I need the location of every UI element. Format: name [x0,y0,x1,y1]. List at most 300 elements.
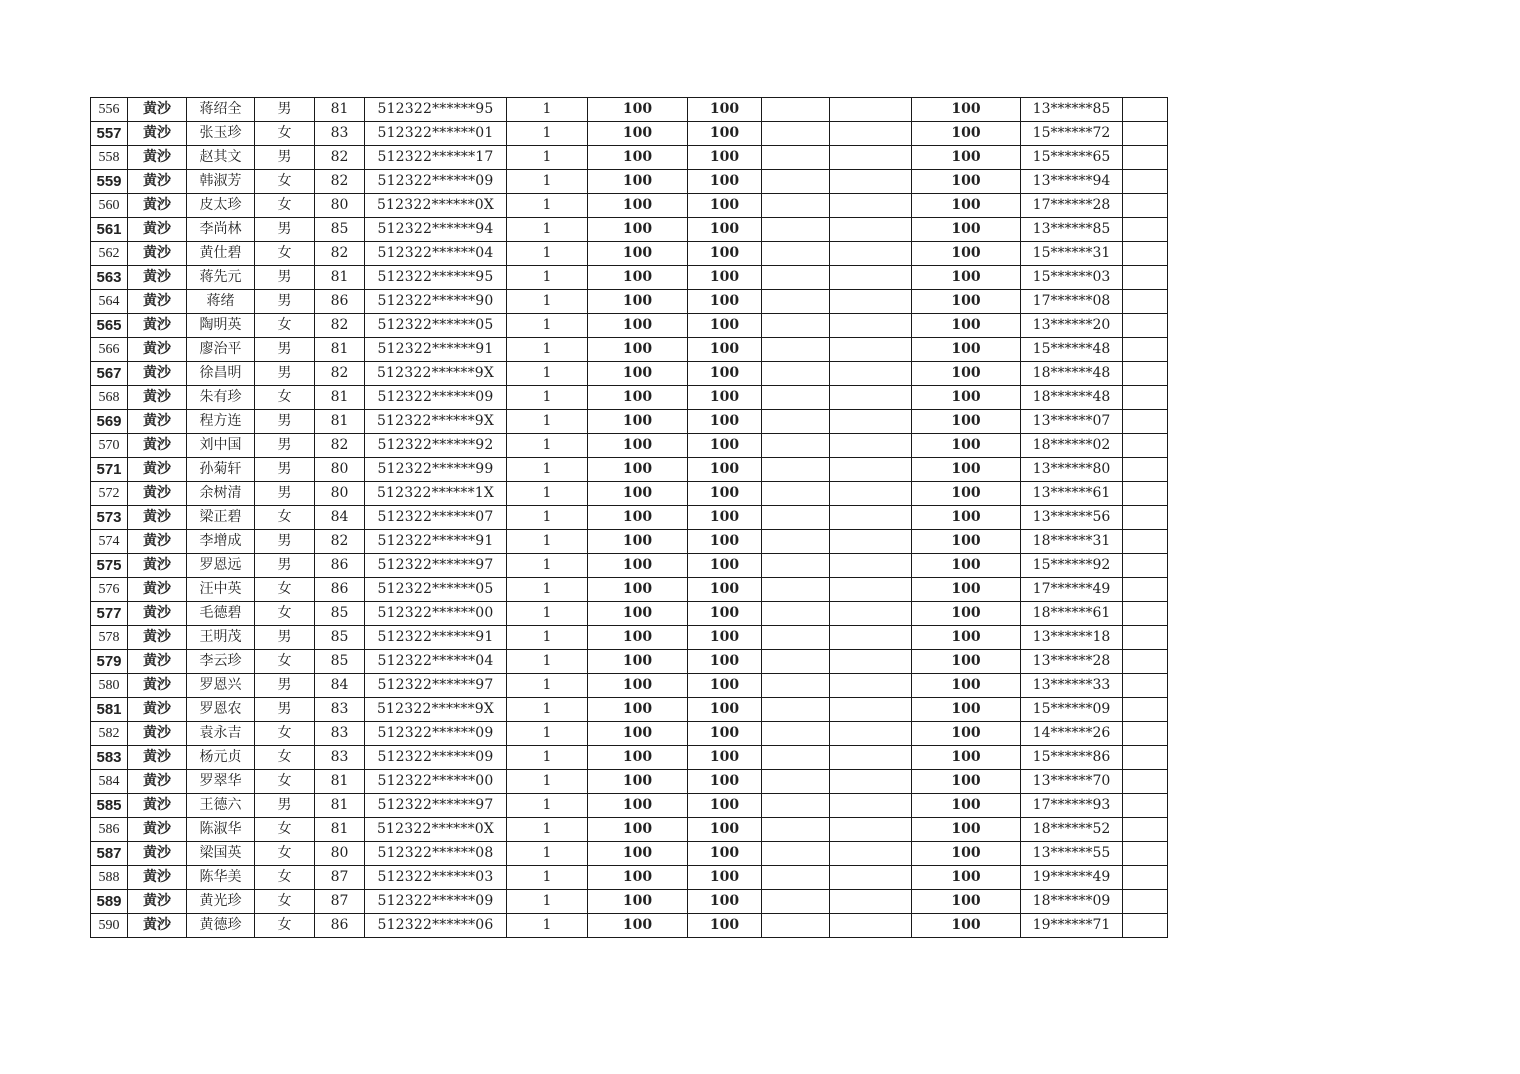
cell-amount-1: 100 [588,122,688,146]
cell-count: 1 [507,314,588,338]
cell-count: 1 [507,770,588,794]
cell-count: 1 [507,338,588,362]
cell-age: 80 [315,842,365,866]
cell-amount-2: 100 [688,242,762,266]
cell-amount-1: 100 [588,674,688,698]
cell-amount-1: 100 [588,698,688,722]
cell-blank-2 [830,434,912,458]
cell-amount-1: 100 [588,218,688,242]
cell-note [1123,194,1168,218]
cell-note [1123,674,1168,698]
cell-number: 584 [91,770,128,794]
cell-count: 1 [507,410,588,434]
cell-total: 100 [912,458,1021,482]
cell-number: 579 [91,650,128,674]
cell-amount-1: 100 [588,818,688,842]
cell-total: 100 [912,146,1021,170]
cell-number: 569 [91,410,128,434]
cell-id-number: 512322******06 [365,914,507,938]
cell-age: 80 [315,482,365,506]
cell-id-number: 512322******05 [365,314,507,338]
cell-amount-2: 100 [688,818,762,842]
table-row [91,218,1168,242]
cell-sex: 男 [255,674,315,698]
cell-blank-1 [762,386,830,410]
cell-blank-2 [830,722,912,746]
cell-phone: 18******48 [1021,362,1123,386]
cell-note [1123,722,1168,746]
table-row [91,578,1168,602]
cell-total: 100 [912,266,1021,290]
table-row [91,674,1168,698]
cell-number: 590 [91,914,128,938]
cell-name: 黄光珍 [187,890,255,914]
cell-blank-1 [762,530,830,554]
cell-age: 82 [315,242,365,266]
cell-amount-1: 100 [588,266,688,290]
cell-count: 1 [507,794,588,818]
cell-total: 100 [912,410,1021,434]
cell-village: 黄沙 [128,386,187,410]
cell-village: 黄沙 [128,914,187,938]
table-row [91,386,1168,410]
cell-name: 梁国英 [187,842,255,866]
cell-total: 100 [912,122,1021,146]
cell-note [1123,122,1168,146]
cell-village: 黄沙 [128,890,187,914]
cell-age: 84 [315,506,365,530]
cell-amount-2: 100 [688,770,762,794]
cell-number: 582 [91,722,128,746]
cell-count: 1 [507,146,588,170]
cell-total: 100 [912,746,1021,770]
cell-number: 578 [91,626,128,650]
cell-amount-2: 100 [688,194,762,218]
cell-village: 黄沙 [128,650,187,674]
cell-name: 罗翠华 [187,770,255,794]
cell-count: 1 [507,530,588,554]
cell-total: 100 [912,362,1021,386]
cell-name: 韩淑芳 [187,170,255,194]
cell-amount-2: 100 [688,650,762,674]
cell-village: 黄沙 [128,194,187,218]
cell-count: 1 [507,434,588,458]
cell-amount-2: 100 [688,146,762,170]
cell-phone: 18******31 [1021,530,1123,554]
table-row [91,818,1168,842]
cell-note [1123,314,1168,338]
cell-count: 1 [507,866,588,890]
cell-name: 毛德碧 [187,602,255,626]
cell-number: 565 [91,314,128,338]
cell-total: 100 [912,578,1021,602]
cell-number: 580 [91,674,128,698]
cell-count: 1 [507,194,588,218]
cell-number: 566 [91,338,128,362]
cell-total: 100 [912,698,1021,722]
cell-blank-2 [830,458,912,482]
cell-name: 陈华美 [187,866,255,890]
cell-village: 黄沙 [128,98,187,122]
table-row [91,554,1168,578]
cell-village: 黄沙 [128,242,187,266]
cell-age: 87 [315,890,365,914]
cell-name: 赵其文 [187,146,255,170]
cell-blank-2 [830,218,912,242]
cell-blank-2 [830,554,912,578]
cell-number: 563 [91,266,128,290]
cell-age: 86 [315,290,365,314]
cell-blank-2 [830,194,912,218]
cell-sex: 女 [255,818,315,842]
cell-sex: 女 [255,122,315,146]
cell-sex: 男 [255,290,315,314]
cell-total: 100 [912,386,1021,410]
cell-phone: 13******55 [1021,842,1123,866]
cell-count: 1 [507,578,588,602]
cell-phone: 18******48 [1021,386,1123,410]
cell-number: 567 [91,362,128,386]
cell-village: 黄沙 [128,722,187,746]
table-row [91,194,1168,218]
cell-age: 81 [315,338,365,362]
cell-sex: 男 [255,410,315,434]
cell-phone: 17******49 [1021,578,1123,602]
cell-blank-1 [762,842,830,866]
cell-amount-1: 100 [588,458,688,482]
cell-phone: 13******85 [1021,98,1123,122]
cell-village: 黄沙 [128,626,187,650]
table-row [91,314,1168,338]
cell-village: 黄沙 [128,410,187,434]
table-body [91,98,1168,938]
cell-phone: 19******71 [1021,914,1123,938]
cell-village: 黄沙 [128,794,187,818]
cell-total: 100 [912,842,1021,866]
cell-phone: 17******08 [1021,290,1123,314]
cell-amount-2: 100 [688,506,762,530]
cell-note [1123,746,1168,770]
cell-count: 1 [507,98,588,122]
cell-name: 罗恩兴 [187,674,255,698]
cell-id-number: 512322******04 [365,650,507,674]
cell-village: 黄沙 [128,746,187,770]
cell-age: 85 [315,626,365,650]
cell-amount-2: 100 [688,290,762,314]
cell-note [1123,410,1168,434]
cell-blank-1 [762,218,830,242]
cell-note [1123,650,1168,674]
cell-blank-1 [762,626,830,650]
cell-sex: 女 [255,314,315,338]
cell-number: 559 [91,170,128,194]
cell-amount-1: 100 [588,866,688,890]
cell-blank-1 [762,122,830,146]
cell-village: 黄沙 [128,290,187,314]
cell-count: 1 [507,458,588,482]
cell-phone: 13******70 [1021,770,1123,794]
cell-blank-2 [830,410,912,434]
cell-amount-2: 100 [688,98,762,122]
cell-amount-2: 100 [688,578,762,602]
cell-name: 朱有珍 [187,386,255,410]
cell-count: 1 [507,266,588,290]
table-row [91,698,1168,722]
cell-amount-2: 100 [688,866,762,890]
cell-village: 黄沙 [128,122,187,146]
cell-name: 黄仕碧 [187,242,255,266]
cell-village: 黄沙 [128,866,187,890]
table-row [91,434,1168,458]
cell-village: 黄沙 [128,362,187,386]
cell-number: 564 [91,290,128,314]
cell-name: 黄德珍 [187,914,255,938]
cell-age: 83 [315,698,365,722]
cell-phone: 17******93 [1021,794,1123,818]
cell-phone: 15******09 [1021,698,1123,722]
cell-sex: 女 [255,722,315,746]
cell-count: 1 [507,842,588,866]
cell-total: 100 [912,98,1021,122]
cell-amount-1: 100 [588,146,688,170]
cell-count: 1 [507,122,588,146]
cell-amount-1: 100 [588,362,688,386]
cell-number: 588 [91,866,128,890]
table-row [91,866,1168,890]
cell-total: 100 [912,338,1021,362]
cell-village: 黄沙 [128,602,187,626]
cell-note [1123,482,1168,506]
cell-name: 蒋绪 [187,290,255,314]
cell-phone: 13******20 [1021,314,1123,338]
cell-age: 82 [315,530,365,554]
cell-name: 王德六 [187,794,255,818]
cell-amount-1: 100 [588,602,688,626]
cell-number: 557 [91,122,128,146]
cell-id-number: 512322******9X [365,410,507,434]
cell-blank-2 [830,266,912,290]
cell-id-number: 512322******09 [365,386,507,410]
cell-count: 1 [507,914,588,938]
cell-id-number: 512322******91 [365,338,507,362]
table-row [91,266,1168,290]
cell-amount-2: 100 [688,530,762,554]
cell-age: 83 [315,746,365,770]
cell-note [1123,146,1168,170]
cell-amount-2: 100 [688,890,762,914]
cell-blank-1 [762,434,830,458]
cell-sex: 女 [255,194,315,218]
cell-blank-2 [830,746,912,770]
table-row [91,170,1168,194]
cell-amount-2: 100 [688,554,762,578]
table-row [91,338,1168,362]
cell-age: 87 [315,866,365,890]
cell-village: 黄沙 [128,554,187,578]
cell-phone: 13******07 [1021,410,1123,434]
table-row [91,890,1168,914]
cell-id-number: 512322******91 [365,530,507,554]
cell-amount-2: 100 [688,362,762,386]
table-row [91,530,1168,554]
cell-amount-1: 100 [588,530,688,554]
cell-name: 梁正碧 [187,506,255,530]
cell-total: 100 [912,170,1021,194]
cell-id-number: 512322******99 [365,458,507,482]
cell-blank-2 [830,98,912,122]
cell-note [1123,530,1168,554]
cell-id-number: 512322******04 [365,242,507,266]
cell-village: 黄沙 [128,218,187,242]
cell-blank-2 [830,386,912,410]
cell-id-number: 512322******05 [365,578,507,602]
cell-sex: 男 [255,98,315,122]
table-row [91,722,1168,746]
cell-amount-1: 100 [588,842,688,866]
cell-number: 562 [91,242,128,266]
cell-amount-1: 100 [588,650,688,674]
cell-blank-1 [762,98,830,122]
cell-village: 黄沙 [128,506,187,530]
cell-blank-1 [762,362,830,386]
cell-age: 85 [315,650,365,674]
cell-note [1123,602,1168,626]
cell-name: 李增成 [187,530,255,554]
cell-amount-2: 100 [688,266,762,290]
cell-blank-2 [830,650,912,674]
cell-blank-2 [830,482,912,506]
cell-count: 1 [507,506,588,530]
cell-sex: 女 [255,578,315,602]
cell-age: 84 [315,674,365,698]
cell-count: 1 [507,722,588,746]
cell-sex: 男 [255,482,315,506]
cell-sex: 男 [255,338,315,362]
cell-note [1123,506,1168,530]
cell-amount-2: 100 [688,458,762,482]
cell-blank-1 [762,482,830,506]
cell-sex: 男 [255,626,315,650]
cell-note [1123,866,1168,890]
cell-number: 571 [91,458,128,482]
cell-total: 100 [912,434,1021,458]
cell-amount-1: 100 [588,290,688,314]
cell-id-number: 512322******95 [365,266,507,290]
cell-village: 黄沙 [128,530,187,554]
cell-age: 82 [315,362,365,386]
cell-phone: 13******80 [1021,458,1123,482]
cell-age: 86 [315,554,365,578]
cell-amount-1: 100 [588,482,688,506]
cell-blank-1 [762,650,830,674]
cell-name: 汪中英 [187,578,255,602]
cell-number: 573 [91,506,128,530]
table-row [91,794,1168,818]
cell-sex: 女 [255,746,315,770]
cell-amount-1: 100 [588,386,688,410]
cell-number: 558 [91,146,128,170]
cell-id-number: 512322******08 [365,842,507,866]
table-row [91,482,1168,506]
cell-age: 81 [315,770,365,794]
cell-id-number: 512322******00 [365,602,507,626]
cell-phone: 13******18 [1021,626,1123,650]
cell-amount-1: 100 [588,626,688,650]
cell-note [1123,626,1168,650]
cell-blank-2 [830,674,912,698]
cell-name: 陈淑华 [187,818,255,842]
cell-amount-1: 100 [588,722,688,746]
cell-name: 罗恩农 [187,698,255,722]
cell-blank-1 [762,194,830,218]
table-row [91,122,1168,146]
cell-sex: 女 [255,770,315,794]
cell-number: 581 [91,698,128,722]
cell-phone: 15******48 [1021,338,1123,362]
cell-blank-2 [830,866,912,890]
cell-id-number: 512322******01 [365,122,507,146]
cell-blank-2 [830,698,912,722]
table-row [91,602,1168,626]
cell-blank-2 [830,314,912,338]
cell-age: 80 [315,458,365,482]
cell-name: 皮太珍 [187,194,255,218]
cell-count: 1 [507,602,588,626]
cell-total: 100 [912,770,1021,794]
cell-sex: 女 [255,602,315,626]
cell-number: 561 [91,218,128,242]
cell-number: 568 [91,386,128,410]
cell-sex: 女 [255,914,315,938]
cell-blank-2 [830,290,912,314]
cell-sex: 男 [255,362,315,386]
cell-total: 100 [912,674,1021,698]
cell-id-number: 512322******0X [365,194,507,218]
cell-count: 1 [507,170,588,194]
cell-blank-2 [830,818,912,842]
cell-phone: 15******86 [1021,746,1123,770]
cell-amount-1: 100 [588,98,688,122]
cell-blank-1 [762,266,830,290]
cell-blank-1 [762,578,830,602]
cell-sex: 男 [255,218,315,242]
cell-age: 81 [315,818,365,842]
cell-total: 100 [912,242,1021,266]
cell-amount-1: 100 [588,338,688,362]
cell-note [1123,914,1168,938]
cell-sex: 男 [255,530,315,554]
cell-amount-2: 100 [688,698,762,722]
cell-name: 蒋先元 [187,266,255,290]
cell-village: 黄沙 [128,266,187,290]
cell-amount-2: 100 [688,914,762,938]
cell-blank-1 [762,506,830,530]
cell-total: 100 [912,218,1021,242]
cell-note [1123,890,1168,914]
table-row [91,458,1168,482]
cell-note [1123,218,1168,242]
cell-name: 陶明英 [187,314,255,338]
table-row [91,146,1168,170]
cell-name: 王明茂 [187,626,255,650]
cell-note [1123,362,1168,386]
table-row [91,746,1168,770]
cell-amount-2: 100 [688,338,762,362]
cell-number: 574 [91,530,128,554]
cell-blank-2 [830,578,912,602]
cell-note [1123,698,1168,722]
cell-blank-1 [762,554,830,578]
